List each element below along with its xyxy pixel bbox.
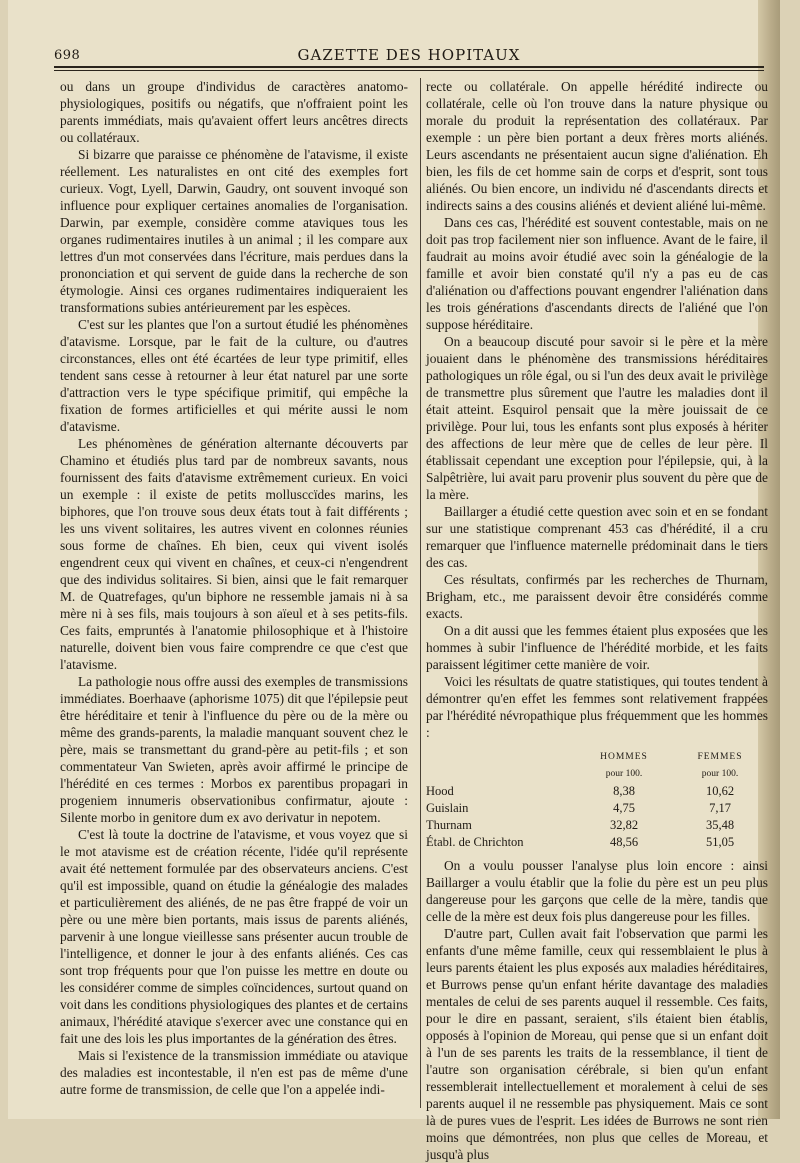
column-divider (420, 78, 421, 1108)
value-men: 48,56 (609, 835, 639, 849)
paragraph: Ces résultats, confirmés par les recherches de Thurnam, Brigham, etc., me paraissent devoir être considérés comme exacts. (426, 572, 768, 621)
value-men: 32,82 (609, 818, 639, 832)
row-name: Établ. de Chrichton (426, 835, 524, 849)
journal-title: GAZETTE DES HOPITAUX (297, 46, 521, 64)
row-name: Guislain (426, 801, 469, 815)
value-women: 51,05 (705, 835, 735, 849)
table-row (426, 800, 768, 817)
row-name: Hood (426, 784, 454, 798)
paragraph: C'est sur les plantes que l'on a surtout étudié les phénomènes d'atavisme. Lorsque, par le fait de la culture, ou d'autres circonstances, elles ont été écartées de leur type primitif, elles tendent sans cesse à retourner à leur état naturel par une sorte d'attraction vers le type spécifique primitif, qui empêche la fixation de formes artificielles et qui mérite aussi le nom d'atavisme. (60, 317, 408, 434)
paragraph: recte ou collatérale. On appelle hérédité indirecte ou collatérale, celle où l'on trouve dans la nature physique ou morale du produit la représentation des collatéraux. Par exemple : un père bien portant a deux frères morts aliénés. Leurs ascendants ne présentaient aucun signe d'aliénation. Eh bien, les fils de cet homme sain de corps et d'esprit, sont tous aliénés. Ou bien encore, un individu né d'ascendants directs et indirects sains a des cousins aliénés et devient aliéné lui-même. (426, 79, 768, 213)
paragraph: ou dans un groupe d'individus de caractères anatomo-physiologiques, positifs ou négatifs, que n'offraient point les parents immédiats, mais qu'avaient offert leurs ancêtres directs ou collatéraux. (60, 79, 408, 145)
paragraph: On a dit aussi que les femmes étaient plus exposées que les hommes à subir l'influence de l'hérédité morbide, et les faits paraissent légitimer cette manière de voir. (426, 623, 768, 672)
table-row (426, 783, 768, 800)
paragraph: On a beaucoup discuté pour savoir si le père et la mère jouaient dans le phénomène des transmissions héréditaires pathologiques un rôle égal, ou si l'un des deux avait le privilège de transmettre plus sûrement que l'autre les maladies dont il était atteint. Esquirol pensait que la mère jouissait de ce privilège. Pour lui, tous les enfants sont plus exposés à hériter des affections de leur mère que de celles de leur père. Il établissait cependant une exception pour l'épilepsie, qui, à la Salpêtrière, lui avait paru provenir plus souvent du père que de la mère. (426, 334, 768, 502)
right-column (426, 78, 768, 1163)
value-women: 35,48 (705, 818, 735, 832)
value-women: 10,62 (705, 784, 735, 798)
table-row (426, 834, 768, 851)
value-men: 8,38 (613, 784, 635, 798)
paragraph: D'autre part, Cullen avait fait l'observation que parmi les enfants d'une même famille, ceux qui ressemblaient le plus à leurs parents étaient les plus exposés aux maladies héréditaires, et Burrows pense qu'un enfant hérite davantage des maladies mentales de celui de ses parents auquel il ressemble. Ces faits, pour le dire en passant, seraient, s'ils étaient bien établis, opposés à l'opinion de Moreau, qui pense que si un enfant doit à l'un de ses parents les traits de la ressemblance, il tient de l'autre son organisation cérébrale, si bien qu'un enfant ressemblerait intellectuellement et moralement à celui de ses parents auquel il ne ressemble pas physiquement. Mais ce sont là de pures vues de l'esprit. Les idées de Burrows ne sont rien moins que démontrées, non plus que celles de Moreau, et jusqu'à plus (426, 926, 768, 1162)
unit-women: pour 100. (701, 769, 739, 779)
header-rule (54, 66, 764, 68)
heredity-statistics-table (426, 749, 768, 851)
page-header (54, 44, 764, 64)
page-number: 698 (54, 48, 81, 63)
paragraph: Baillarger a étudié cette question avec soin et en se fondant sur une statistique comprenant 453 cas d'hérédité, il a cru remarquer que l'influence maternelle prédominait dans le tiers des cas. (426, 504, 768, 570)
table-row (426, 817, 768, 834)
paragraph: Les phénomènes de génération alternante découverts par Chamino et étudiés plus tard par de nombreux savants, nous fournissent des faits d'atavisme extrêmement curieux. En voici un exemple : il existe de petits mollusccïdes marins, les biphores, que l'on trouve sous deux états tout à fait différents ; les uns vivent solitaires, les autres vivent en colonnes réunies sous forme de chaînes. Eh bien, ceux qui vivent isolés engendrent ceux qui vivent en chaînes, et ceux-ci n'engendrent que des individus solitaires. Si bien, ainsi que le fait remarquer M. de Quatrefages, qu'un biphore ne ressemble jamais ni à sa mère ni à ses fils, mais toujours à son aïeul et à ses petits-fils. Ces faits, empruntés à l'anatomie philosophique et à l'histoire naturelle, doivent bien vous faire comprendre ce que c'est que l'atavisme. (60, 436, 408, 672)
row-name: Thurnam (426, 818, 472, 832)
value-women: 7,17 (709, 801, 731, 815)
column-header-women: FEMMES (697, 752, 743, 762)
paragraph: Mais si l'existence de la transmission immédiate ou atavique des maladies est incontestable, il n'en est pas de même d'une autre forme de transmission, de celle que l'on a appelée indi- (60, 1048, 408, 1097)
paragraph: C'est là toute la doctrine de l'atavisme, et vous voyez que si le mot atavisme est de création récente, l'idée qu'il représente avait été nettement formulée par des observateurs anciens. C'est qu'il est impossible, quand on étudie la généalogie des malades et particulièrement des aliénés, de ne pas être frappé de voir un père ou une mère bien portants, mais issus de parents aliénés, parvenir à une longue vieillesse sans présenter aucun trouble de l'intelligence, et donner le jour à des enfants aliénés. Ces cas sont trop fréquents pour que l'on puisse les mettre en doute ou les considérer comme de simples coïncidences, surtout quand on voit dans les conditions physiologiques des plantes et de certains animaux, l'hérédité atavique s'exercer avec une constance qui en fait une des lois les plus importantes de la génération des êtres. (60, 827, 408, 1046)
unit-men: pour 100. (605, 769, 643, 779)
value-men: 4,75 (613, 801, 635, 815)
paragraph: La pathologie nous offre aussi des exemples de transmissions immédiates. Boerhaave (aphorisme 1075) dit que l'épilepsie peut être héréditaire et tenir à l'influence du père ou de la mère ou même des grands-parents, la maladie manquant souvent chez le père, mais se transmettant du grand-père au petit-fils ; et son commentateur Van Swieten, après avoir affirmé le principe de l'hérédité en ces termes : Morbos ex parentibus propagari in progeniem innumeris observationibus confirmatur, ajoute : Silente morbo in genitore dum ex avo derivatur in nepotem. (60, 674, 408, 825)
paragraph: Si bizarre que paraisse ce phénomène de l'atavisme, il existe réellement. Les naturalistes en ont cité des exemples fort curieux. Vogt, Lyell, Darwin, Gaudry, ont souvent invoqué son influence pour expliquer certaines anomalies de l'organisation. Darwin, par exemple, considère comme ataviques tous les organes rudimentaires inutiles à un animal ; il les compare aux lettres d'un mot conservées dans l'écriture, mais perdues dans la prononciation et qui servent de guide dans la recherche de son étymologie. Ainsi ces organes rudimentaires indiqueraient les transformations subies antérieurement par les espèces. (60, 147, 408, 315)
paragraph: On a voulu pousser l'analyse plus loin encore : ainsi Baillarger a voulu établir que la folie du père est un peu plus dangereuse pour les garçons que celle de la mère, tandis que celle de la mère est deux fois plus dangereuse pour les filles. (426, 858, 768, 924)
table-header-row (426, 749, 768, 766)
table-unit-row (426, 766, 768, 783)
left-column (60, 78, 408, 1098)
column-header-men: HOMMES (600, 752, 648, 762)
paragraph: Voici les résultats de quatre statistiques, qui toutes tendent à démontrer qu'en effet les femmes sont relativement frappées par l'hérédité névropathique plus fréquemment que les hommes : (426, 674, 768, 740)
header-rule-thin (54, 70, 764, 71)
paragraph: Dans ces cas, l'hérédité est souvent contestable, mais on ne doit pas trop facilement nier son influence. Avant de le faire, il faudrait au moins avoir étudié avec soin la généalogie de la famille et avoir bien constaté qu'il n'y a pas eu de cas d'aliénation ou d'affections pouvant engendrer l'aliénation dans les trois générations d'ascendants directs de l'aliéné que l'on suppose héréditaire. (426, 215, 768, 332)
